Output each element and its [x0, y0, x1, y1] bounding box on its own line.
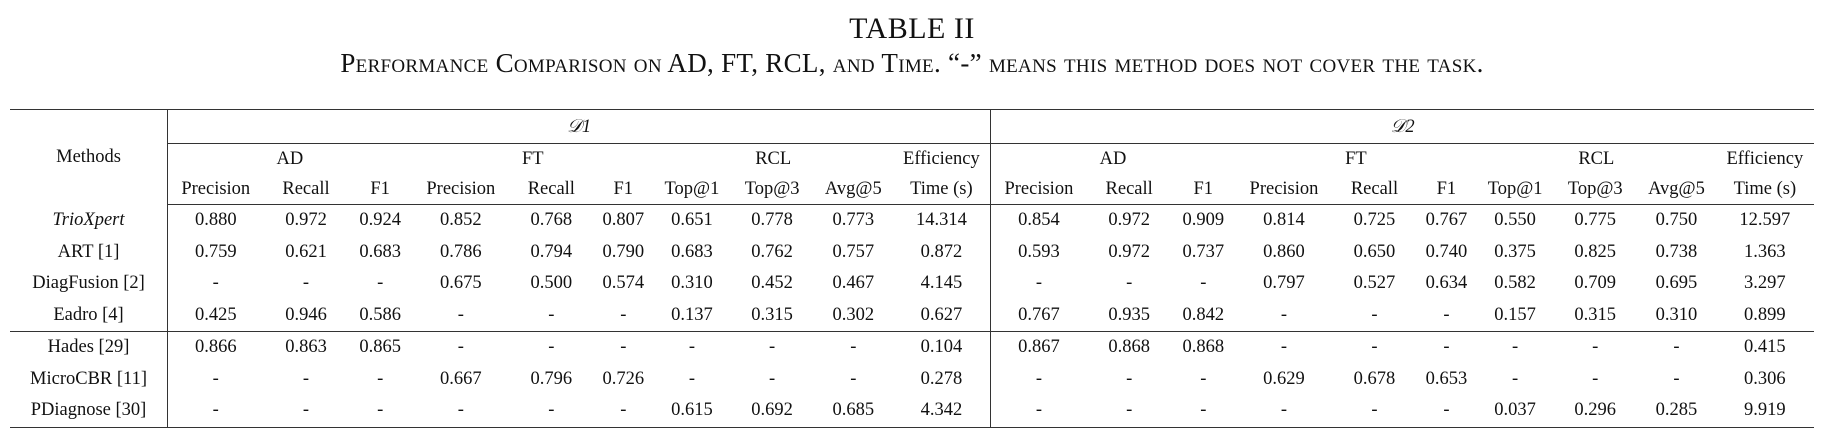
value-cell-d1: 0.865: [349, 332, 412, 364]
value-cell-d1: 0.667: [440, 368, 482, 389]
value-cell-d2: -: [1035, 368, 1042, 389]
value-cell-d1: 0.685: [814, 395, 893, 427]
metric-header-d2-top-1: Top@1: [1477, 174, 1553, 205]
value-cell-d2: 0.593: [1018, 241, 1060, 262]
metric-header-d2-precision: Precision: [1235, 174, 1333, 205]
method-cell: Eadro [4]: [10, 300, 168, 332]
value-cell-d1: 0.675: [440, 273, 482, 294]
method-cell: MicroCBR [11]: [10, 364, 168, 396]
value-cell-d1: 0.726: [602, 368, 645, 389]
value-cell-d1: -: [349, 395, 412, 427]
value-cell-d2: 12.597: [1739, 210, 1791, 231]
value-cell-d1: -: [510, 332, 593, 364]
value-cell-d1: 0.768: [530, 210, 573, 231]
value-cell-d1: 0.586: [359, 304, 401, 325]
group-efficiency-d1: Efficiency: [893, 144, 991, 175]
value-cell-d2: -: [1280, 304, 1288, 325]
method-cell: PDiagnose [30]: [10, 395, 168, 427]
value-cell-d2: 0.157: [1494, 304, 1536, 325]
metric-header-d1-top-3: Top@3: [730, 174, 814, 205]
value-cell-d1: 4.145: [893, 268, 991, 300]
table-row: [10, 332, 1814, 364]
value-cell-d1: -: [620, 304, 627, 325]
value-cell-d1: -: [510, 395, 593, 427]
value-cell-d2: 0.375: [1494, 241, 1536, 262]
value-cell-d2: -: [1126, 368, 1133, 389]
metric-header-d2-top-3: Top@3: [1553, 174, 1637, 205]
value-cell-d2: -: [1443, 304, 1450, 325]
value-cell-d2: 0.868: [1172, 332, 1235, 364]
group-efficiency-d2: Efficiency: [1726, 148, 1804, 169]
value-cell-d2: 0.740: [1425, 241, 1468, 262]
value-cell-d2: 0.972: [1108, 241, 1150, 262]
metric-header-d2-recall: Recall: [1333, 174, 1416, 205]
value-cell-d2: 1.363: [1744, 241, 1786, 262]
value-cell-d2: 0.634: [1425, 273, 1468, 294]
value-cell-d2: -: [1637, 332, 1716, 364]
value-cell-d1: -: [412, 395, 510, 427]
metric-header-d1-avg-5: Avg@5: [814, 174, 893, 205]
value-cell-d2: -: [1087, 395, 1172, 427]
value-cell-d1: 4.342: [893, 395, 991, 427]
group-rcl-d1: RCL: [755, 148, 792, 169]
value-cell-d2: -: [1512, 368, 1519, 389]
value-cell-d2: 0.867: [991, 332, 1087, 364]
value-cell-d2: 0.737: [1182, 241, 1225, 262]
value-cell-d1: -: [730, 332, 814, 364]
metric-header-d2-avg-5: Avg@5: [1637, 174, 1716, 205]
metric-header-d2-recall: Recall: [1087, 174, 1172, 205]
value-cell-d1: -: [212, 273, 219, 294]
value-cell-d1: 0.310: [671, 273, 713, 294]
value-cell-d1: 0.104: [893, 332, 991, 364]
value-cell-d2: 0.797: [1263, 273, 1305, 294]
value-cell-d1: 0.757: [832, 241, 875, 262]
value-cell-d2: 0.854: [1018, 210, 1060, 231]
group-ad-d1: AD: [276, 148, 304, 169]
value-cell-d1: 0.796: [530, 368, 573, 389]
value-cell-d1: -: [814, 332, 893, 364]
value-cell-d1: 0.866: [168, 332, 264, 364]
value-cell-d1: 0.786: [440, 241, 482, 262]
metric-header-d2-f1: F1: [1172, 174, 1235, 205]
value-cell-d2: 0.709: [1574, 273, 1617, 294]
value-cell-d2: 0.935: [1108, 304, 1150, 325]
value-cell-d2: 0.037: [1477, 395, 1553, 427]
value-cell-d1: 14.314: [893, 205, 991, 237]
value-cell-d2: -: [1200, 368, 1207, 389]
metric-header-d1-precision: Precision: [168, 174, 264, 205]
value-cell-d1: 0.863: [263, 332, 348, 364]
value-cell-d1: 0.683: [359, 241, 401, 262]
value-cell-d2: -: [1477, 332, 1553, 364]
value-cell-d1: -: [593, 332, 654, 364]
table-row: [10, 300, 1814, 332]
value-cell-d1: -: [302, 273, 310, 294]
value-cell-d2: 0.738: [1655, 241, 1698, 262]
table-row: [10, 237, 1814, 269]
value-cell-d1: 0.794: [530, 241, 573, 262]
value-cell-d2: 0.310: [1655, 304, 1698, 325]
group-ft-d1: FT: [521, 148, 544, 169]
value-cell-d2: 0.814: [1263, 210, 1305, 231]
value-cell-d2: 0.842: [1182, 304, 1225, 325]
value-cell-d1: 0.615: [654, 395, 730, 427]
value-cell-d2: 0.972: [1108, 210, 1150, 231]
value-cell-d2: 0.767: [1425, 210, 1468, 231]
value-cell-d2: 0.909: [1182, 210, 1225, 231]
value-cell-d2: 0.415: [1716, 332, 1814, 364]
value-cell-d2: -: [1035, 273, 1042, 294]
methods-header: Methods: [10, 110, 168, 205]
value-cell-d1: -: [412, 332, 510, 364]
value-cell-d1: 0.807: [602, 210, 645, 231]
value-cell-d2: -: [1592, 368, 1599, 389]
value-cell-d2: 0.306: [1744, 368, 1786, 389]
metric-header-d2-time-s: Time (s): [1716, 174, 1814, 205]
value-cell-d2: -: [1200, 273, 1207, 294]
value-cell-d1: -: [212, 368, 219, 389]
value-cell-d1: 0.872: [893, 237, 991, 269]
value-cell-d1: 0.692: [730, 395, 814, 427]
group-ft-d2: FT: [1345, 148, 1367, 169]
value-cell-d2: 0.629: [1263, 368, 1305, 389]
value-cell-d1: 0.500: [530, 273, 573, 294]
value-cell-d1: 0.315: [751, 304, 793, 325]
value-cell-d2: -: [1673, 368, 1680, 389]
value-cell-d2: -: [1416, 395, 1477, 427]
value-cell-d2: -: [991, 395, 1087, 427]
value-cell-d1: 0.621: [285, 241, 327, 262]
value-cell-d2: -: [1126, 273, 1133, 294]
value-cell-d1: 0.278: [893, 364, 991, 396]
metric-header-d1-time-s: Time (s): [893, 174, 991, 205]
value-cell-d2: 0.825: [1574, 241, 1617, 262]
value-cell-d2: -: [1172, 395, 1235, 427]
value-cell-d1: 0.467: [832, 273, 875, 294]
value-cell-d2: 0.860: [1263, 241, 1305, 262]
value-cell-d2: 0.296: [1553, 395, 1637, 427]
value-cell-d1: -: [168, 395, 264, 427]
value-cell-d2: -: [1333, 395, 1416, 427]
value-cell-d1: 0.137: [671, 304, 713, 325]
value-cell-d2: 0.582: [1494, 273, 1536, 294]
method-cell: ART [1]: [10, 237, 168, 269]
value-cell-d1: -: [769, 368, 776, 389]
value-cell-d1: 0.852: [440, 210, 482, 231]
table-row: [10, 364, 1814, 396]
value-cell-d1: 0.683: [671, 241, 713, 262]
value-cell-d2: 0.750: [1655, 210, 1698, 231]
value-cell-d1: 0.790: [602, 241, 645, 262]
value-cell-d2: -: [1553, 332, 1637, 364]
value-cell-d1: 0.302: [832, 304, 875, 325]
value-cell-d2: 0.653: [1425, 368, 1468, 389]
value-cell-d2: 0.767: [1018, 304, 1060, 325]
value-cell-d2: 0.650: [1353, 241, 1396, 262]
value-cell-d1: 0.452: [751, 273, 793, 294]
value-cell-d2: 0.899: [1744, 304, 1786, 325]
method-cell: DiagFusion [2]: [10, 268, 168, 300]
value-cell-d1: -: [263, 395, 348, 427]
value-cell-d1: 0.762: [751, 241, 793, 262]
value-cell-d1: 0.946: [285, 304, 327, 325]
value-cell-d1: -: [377, 368, 384, 389]
value-cell-d2: 0.725: [1353, 210, 1396, 231]
value-cell-d1: 0.759: [194, 241, 237, 262]
table-label: TABLE II: [849, 12, 975, 45]
value-cell-d1: 0.880: [194, 210, 237, 231]
value-cell-d2: 9.919: [1716, 395, 1814, 427]
value-cell-d1: -: [593, 395, 654, 427]
metric-header-d1-recall: Recall: [263, 174, 348, 205]
method-cell: Hades [29]: [10, 332, 168, 364]
value-cell-d1: -: [850, 368, 857, 389]
value-cell-d1: -: [377, 273, 384, 294]
value-cell-d2: 0.868: [1087, 332, 1172, 364]
value-cell-d1: 0.773: [832, 210, 875, 231]
value-cell-d1: 0.924: [359, 210, 401, 231]
metric-header-d2-precision: Precision: [991, 174, 1087, 205]
dataset-header-d1: 𝒟1: [168, 110, 991, 144]
group-rcl-d2: RCL: [1578, 148, 1615, 169]
value-cell-d1: 0.778: [751, 210, 793, 231]
value-cell-d2: 0.527: [1353, 273, 1396, 294]
value-cell-d2: 0.285: [1637, 395, 1716, 427]
table-row: [10, 395, 1814, 427]
value-cell-d1: -: [457, 304, 464, 325]
value-cell-d2: 0.550: [1494, 210, 1536, 231]
value-cell-d1: -: [548, 304, 555, 325]
value-cell-d2: 0.695: [1655, 273, 1698, 294]
metric-header-d2-f1: F1: [1416, 174, 1477, 205]
value-cell-d1: 0.651: [671, 210, 713, 231]
value-cell-d1: 0.627: [893, 300, 991, 332]
metric-header-d1-f1: F1: [349, 174, 412, 205]
value-cell-d1: -: [302, 368, 310, 389]
metric-header-d1-f1: F1: [593, 174, 654, 205]
table-caption: Performance Comparison on AD, FT, RCL, and Time. “-” means this method does not cover the task.: [340, 48, 1484, 78]
table-row: [10, 205, 1814, 237]
value-cell-d1: -: [688, 368, 696, 389]
value-cell-d1: -: [654, 332, 730, 364]
value-cell-d2: -: [1333, 332, 1416, 364]
dataset-header-d2: 𝒟2: [991, 110, 1814, 144]
value-cell-d1: 0.972: [285, 210, 327, 231]
metric-header-d1-recall: Recall: [510, 174, 593, 205]
metric-header-d1-precision: Precision: [412, 174, 510, 205]
value-cell-d1: 0.425: [194, 304, 237, 325]
value-cell-d2: 0.775: [1574, 210, 1617, 231]
value-cell-d2: 0.678: [1353, 368, 1396, 389]
value-cell-d2: -: [1416, 332, 1477, 364]
table-row: [10, 268, 1814, 300]
method-cell: TrioXpert: [10, 205, 168, 237]
value-cell-d2: 3.297: [1744, 273, 1786, 294]
value-cell-d1: 0.574: [602, 273, 645, 294]
group-ad-d2: AD: [1099, 148, 1127, 169]
value-cell-d2: 0.315: [1574, 304, 1617, 325]
value-cell-d2: -: [1235, 332, 1333, 364]
value-cell-d2: -: [1371, 304, 1378, 325]
value-cell-d2: -: [1235, 395, 1333, 427]
performance-table: [10, 109, 1814, 428]
metric-header-d1-top-1: Top@1: [654, 174, 730, 205]
